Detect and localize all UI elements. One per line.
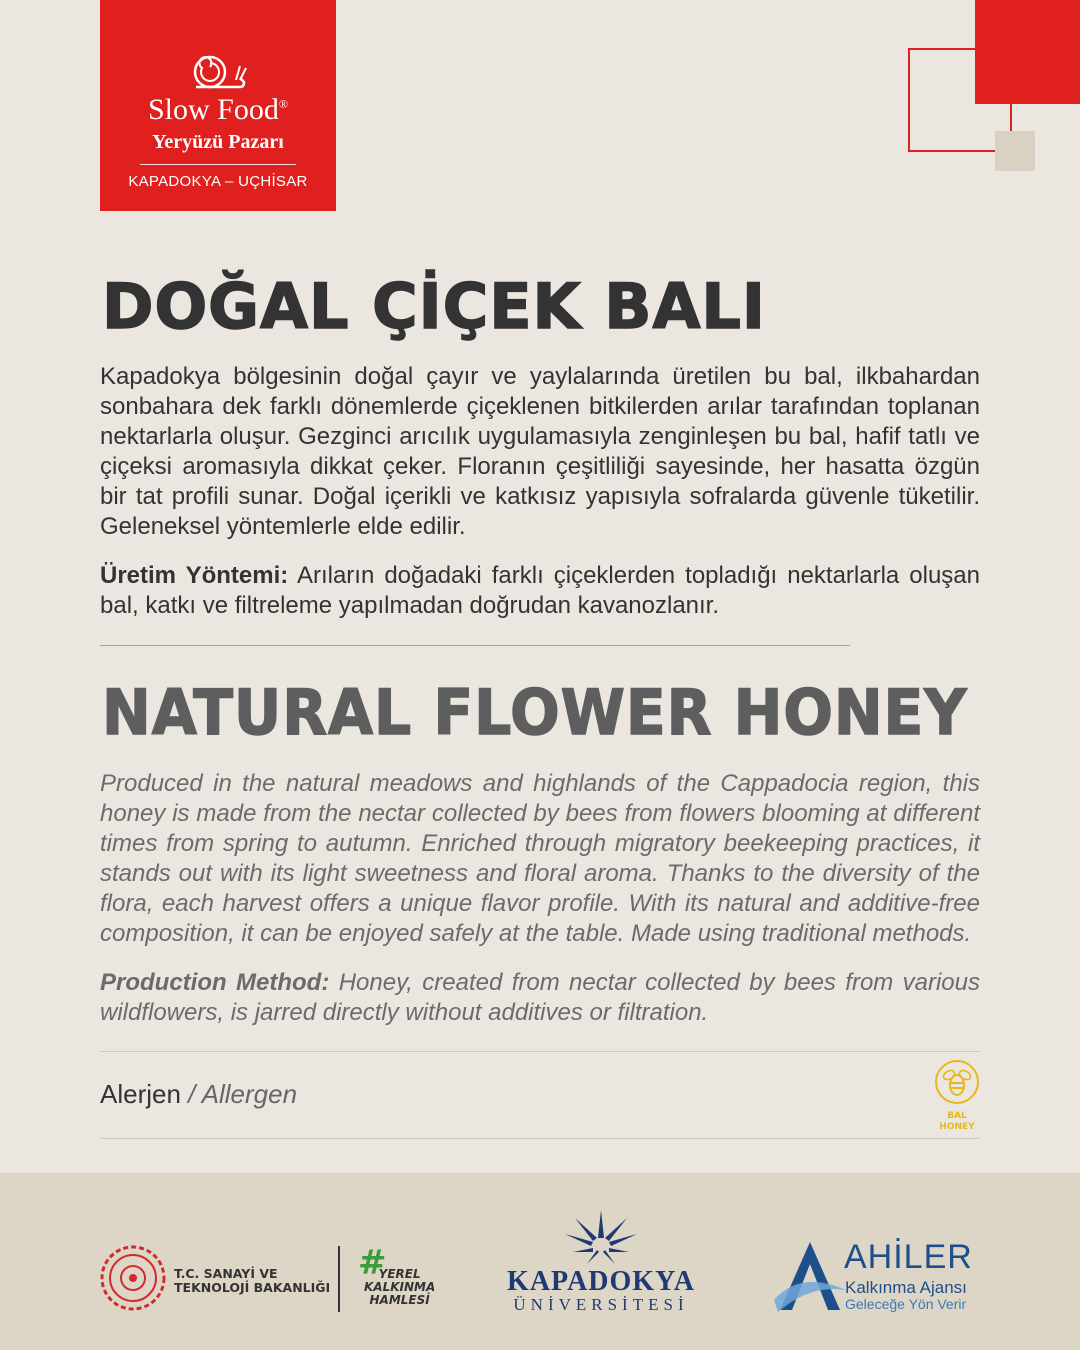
slow-food-logo [100, 0, 336, 211]
method-label-english: Production Method: [100, 969, 330, 996]
production-method-turkish [100, 561, 980, 621]
ministry-name [174, 1267, 330, 1295]
corner-beige-square [995, 131, 1035, 171]
ministry-line-2: TEKNOLOJİ BAKANLIĞI [174, 1280, 331, 1295]
title-english: NATURAL FLOWER HONEY [102, 676, 968, 749]
university-subtitle: ÜNİVERSİTESİ [513, 1295, 689, 1314]
production-method-english [100, 968, 980, 1028]
bee-icon [933, 1058, 981, 1106]
ministry-line-1: T.C. SANAYİ VE [174, 1266, 278, 1281]
agency-tagline: Geleceğe Yön Verir [845, 1296, 967, 1312]
description-turkish: Kapadokya bölgesinin doğal çayır ve yaylalarında üretilen bu bal, ilkbahardan sonbahara dek farklı dönemlerde çiçeklenen bitkilerden arılar tarafından toplanan nektarlarla oluşur. Gezginci arıcılık uygulamasıyla zenginleşen bu bal, hafif tatlı ve çiçeksi aromasıyla dikkat çeker. Floranın çeşitliliği sayesinde, her hasatta özgün bir tat profili sunar. Doğal içerikli ve katkısız yapısıyla sofralarda güvenle tüketilir. Geleneksel yöntemlerle elde edilir. [100, 363, 980, 540]
allergen-top-divider [100, 1051, 980, 1052]
method-label-turkish: Üretim Yöntemi: [100, 562, 289, 589]
section-divider [100, 645, 850, 646]
footer-separator [338, 1246, 340, 1312]
agency-subtitle: Kalkınma Ajansı [845, 1278, 967, 1297]
allergen-label: Alerjen / Allergen [100, 1079, 298, 1109]
university-emblem-icon [563, 1208, 639, 1268]
agency-name: AHİLER [844, 1238, 973, 1276]
allergen-caption-english: HONEY [939, 1122, 975, 1132]
brand-title: Slow Food® [148, 93, 288, 126]
title-turkish: DOĞAL ÇİÇEK BALI [102, 270, 767, 343]
brand-location: KAPADOKYA – UÇHİSAR [128, 173, 308, 190]
hashtag-text: YEREL KALKINMA HAMLESİ [364, 1267, 436, 1307]
hashtag-symbol: # [358, 1243, 387, 1283]
description-english: Produced in the natural meadows and highlands of the Cappadocia region, this honey is made from the nectar collected by bees from flowers blooming at different times from spring to autumn. Enriched through migratory beekeeping practices, it stands out with its light sweetness and floral aroma. Thanks to the diversity of the flora, each harvest offers a unique flavor profile. With its natural and additive-free composition, it can be enjoyed safely at the table. Made using traditional methods. [100, 770, 980, 947]
snail-icon [188, 54, 248, 94]
brand-divider [140, 164, 296, 165]
ministry-seal-icon [100, 1245, 166, 1311]
allergen-caption-turkish: BAL [947, 1111, 967, 1121]
ahiler-wave-icon [770, 1240, 850, 1314]
allergen-bottom-divider [100, 1138, 980, 1139]
method-text-english: Honey, created from nectar collected by bees from various wildflowers, is jarred directly without additives or filtration. [100, 969, 981, 1026]
brand-subtitle: Yeryüzü Pazarı [152, 131, 284, 153]
university-name: KAPADOKYA [507, 1266, 695, 1297]
method-text-turkish: Arıların doğadaki farklı çiçeklerden topladığı nektarlarla oluşan bal, katkı ve filtreleme yapılmadan doğrudan kavanozlanır. [100, 562, 981, 619]
